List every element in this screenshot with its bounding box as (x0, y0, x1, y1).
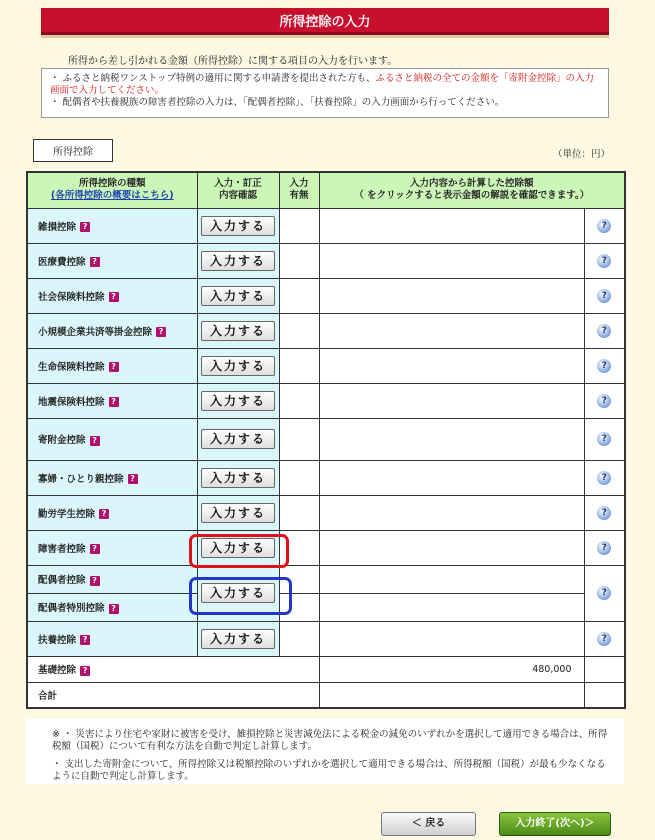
overview-link[interactable]: (各所得控除の概要はこちら) (50, 190, 174, 202)
row-label (27, 418, 197, 460)
help-mark-icon[interactable]: ? (156, 327, 166, 337)
help-mark-icon[interactable]: ? (80, 666, 90, 676)
row-name: 勤労学生控除 (38, 508, 96, 520)
input-cell (197, 621, 279, 656)
explain-icon[interactable]: ? (597, 359, 611, 373)
amount-cell (319, 593, 584, 621)
header-status-line2: 有無 (289, 190, 309, 202)
row-label (27, 460, 197, 495)
input-cell (197, 460, 279, 495)
header-input (197, 172, 279, 208)
header-status (279, 172, 319, 208)
row-label (27, 530, 197, 565)
help-cell (584, 682, 625, 708)
row-name: 扶養控除 (38, 634, 77, 646)
intro-text: 所得から差し引かれる金額（所得控除）に関する項目の入力を行います。 (68, 56, 398, 67)
input-button[interactable]: 入力する (201, 391, 275, 411)
help-cell (584, 418, 625, 460)
deduction-table (26, 171, 626, 709)
input-cell (197, 383, 279, 418)
explain-icon[interactable]: ? (597, 324, 611, 338)
table-row (27, 460, 625, 495)
explain-icon[interactable]: ? (597, 289, 611, 303)
row-label (27, 208, 197, 243)
row-label (27, 348, 197, 383)
input-cell (197, 348, 279, 383)
header-type-label: 所得控除の種類 (78, 178, 146, 190)
amount-cell (319, 383, 584, 418)
input-cell (197, 418, 279, 460)
help-mark-icon[interactable]: ? (90, 576, 100, 586)
status-cell (279, 208, 319, 243)
help-cell (584, 278, 625, 313)
help-mark-icon[interactable]: ? (80, 222, 90, 232)
note-1: ※ ・ 災害により住宅や家財に被害を受け、雑損控除と災害減免法による税金の減免のいずれかを選択して適用できる場合は、所得税額（国税）について有利な方法を自動で判定し計算します。 (52, 729, 608, 752)
status-cell (279, 460, 319, 495)
page-title-text: 所得控除の入力 (279, 14, 371, 30)
amount-cell (319, 530, 584, 565)
amount-cell (319, 313, 584, 348)
help-mark-icon[interactable]: ? (128, 474, 138, 484)
amount-cell (319, 460, 584, 495)
note-2: ・ 支出した寄附金について、所得控除又は税額控除のいずれかを選択して適用できる場合は、所得税額（国税）が最も少なくなるように自動で判定し計算します。 (52, 759, 606, 782)
help-mark-icon[interactable]: ? (90, 257, 100, 267)
help-cell (584, 565, 625, 621)
amount-cell (319, 348, 584, 383)
help-cell (584, 348, 625, 383)
header-input-line2: 内容確認 (218, 190, 257, 202)
row-name: 雑損控除 (38, 221, 77, 233)
explain-icon[interactable]: ? (597, 541, 611, 555)
highlight-red (189, 534, 289, 568)
help-cell (584, 313, 625, 348)
header-calc-line2: （ をクリックすると表示金額の解説を確認できます。） (354, 190, 590, 202)
table-row (27, 530, 625, 565)
amount-cell (319, 418, 584, 460)
help-mark-icon[interactable]: ? (80, 635, 90, 645)
table-row (27, 495, 625, 530)
explain-icon[interactable]: ? (597, 471, 611, 485)
explain-icon[interactable]: ? (597, 432, 611, 446)
help-cell (584, 208, 625, 243)
help-mark-icon[interactable]: ? (109, 397, 119, 407)
help-mark-icon[interactable]: ? (99, 509, 109, 519)
row-label (27, 621, 197, 656)
help-cell (584, 621, 625, 656)
row-label (27, 593, 197, 621)
row-label (27, 313, 197, 348)
unit-label: （単位：円） (552, 149, 610, 160)
row-name: 社会保険料控除 (38, 291, 105, 303)
input-button[interactable]: 入力する (201, 251, 275, 271)
input-cell (197, 208, 279, 243)
status-cell (279, 313, 319, 348)
table-row (27, 593, 625, 621)
help-cell (584, 495, 625, 530)
input-cell (197, 278, 279, 313)
help-mark-icon[interactable]: ? (109, 604, 119, 614)
input-button[interactable]: 入力する (201, 468, 275, 488)
explain-icon[interactable]: ? (597, 586, 611, 600)
help-mark-icon[interactable]: ? (90, 436, 100, 446)
row-label (27, 383, 197, 418)
explain-icon[interactable]: ? (597, 506, 611, 520)
total-label: 合計 (27, 682, 319, 708)
table-row (27, 243, 625, 278)
header-type (27, 172, 197, 208)
explain-icon[interactable]: ? (597, 219, 611, 233)
amount-cell (319, 495, 584, 530)
row-name: 小規模企業共済等掛金控除 (38, 326, 153, 338)
header-calc-line1: 入力内容から計算した控除額 (410, 178, 534, 190)
table-row (27, 383, 625, 418)
next-button[interactable]: 入力終了(次へ)＞ (499, 812, 611, 836)
explain-icon[interactable]: ? (597, 394, 611, 408)
amount-cell (319, 621, 584, 656)
row-label (27, 243, 197, 278)
status-cell (279, 278, 319, 313)
input-button[interactable]: 入力する (201, 216, 275, 236)
help-mark-icon[interactable]: ? (109, 362, 119, 372)
row-name: 医療費控除 (38, 256, 86, 268)
section-label: 所得控除 (33, 139, 113, 162)
input-button[interactable]: 入力する (201, 321, 275, 341)
amount-cell (319, 243, 584, 278)
header-input-line1: 入力・訂正 (214, 178, 262, 190)
input-button[interactable]: 入力する (201, 286, 275, 306)
input-button[interactable]: 入力する (201, 503, 275, 523)
status-cell (279, 348, 319, 383)
notice-line1: ・ ふるさと納税ワンストップ特例の適用に関する申請書を提出された方も、 (50, 73, 376, 84)
amount-cell (319, 208, 584, 243)
help-cell (584, 460, 625, 495)
table-row (27, 348, 625, 383)
total-amount (319, 682, 584, 708)
input-button[interactable]: 入力する (201, 583, 275, 603)
status-cell (279, 383, 319, 418)
row-label (27, 495, 197, 530)
input-cell (197, 313, 279, 348)
input-cell (197, 495, 279, 530)
row-label (27, 656, 319, 682)
input-cell (197, 243, 279, 278)
page-title (41, 8, 609, 35)
row-name: 配偶者控除 (38, 575, 86, 586)
basic-amount: 480,000 (319, 656, 584, 682)
table-row (27, 208, 625, 243)
input-button[interactable]: 入力する (201, 538, 275, 558)
explain-icon[interactable]: ? (597, 632, 611, 646)
highlight-blue (189, 577, 292, 615)
input-button[interactable]: 入力する (201, 356, 275, 376)
status-cell (279, 495, 319, 530)
amount-cell (319, 565, 584, 593)
row-name: 寄附金控除 (38, 435, 86, 446)
table-row (27, 565, 625, 593)
help-mark-icon[interactable]: ? (90, 544, 100, 554)
row-name: 地震保険料控除 (38, 396, 105, 408)
row-label (27, 565, 197, 593)
input-button[interactable]: 入力する (201, 429, 275, 449)
table-row (27, 278, 625, 313)
table-row (27, 682, 625, 708)
notice-line2: ・ 配偶者や扶養親族の障害者控除の入力は、「配偶者控除」、「扶養控除」の入力画面から行ってください。 (50, 97, 505, 108)
help-cell (584, 530, 625, 565)
help-cell (584, 243, 625, 278)
input-button[interactable]: 入力する (201, 629, 275, 649)
header-calc (319, 172, 625, 208)
table-row (27, 621, 625, 656)
row-label (27, 278, 197, 313)
header-status-line1: 入力 (289, 178, 309, 190)
status-cell (279, 243, 319, 278)
help-mark-icon[interactable]: ? (109, 292, 119, 302)
status-cell (279, 621, 319, 656)
amount-cell (319, 278, 584, 313)
help-cell (584, 383, 625, 418)
title-divider (41, 35, 609, 38)
help-cell (584, 656, 625, 682)
row-name: 障害者控除 (38, 543, 86, 555)
explain-icon[interactable]: ? (597, 254, 611, 268)
row-name: 生命保険料控除 (38, 361, 105, 373)
notes-box (26, 719, 624, 784)
back-button[interactable]: ＜ 戻る (381, 812, 476, 836)
table-row (27, 313, 625, 348)
table-row (27, 656, 625, 682)
table-row (27, 418, 625, 460)
row-name: 配偶者特別控除 (38, 603, 105, 614)
notice-box (41, 68, 609, 118)
row-name: 基礎控除 (38, 665, 77, 676)
status-cell (279, 418, 319, 460)
row-name: 寡婦・ひとり親控除 (38, 473, 124, 485)
notice-line1-red: ふるさと納税の全ての金額を「寄附金控除」の入力画面で入力してください。 (50, 73, 594, 96)
